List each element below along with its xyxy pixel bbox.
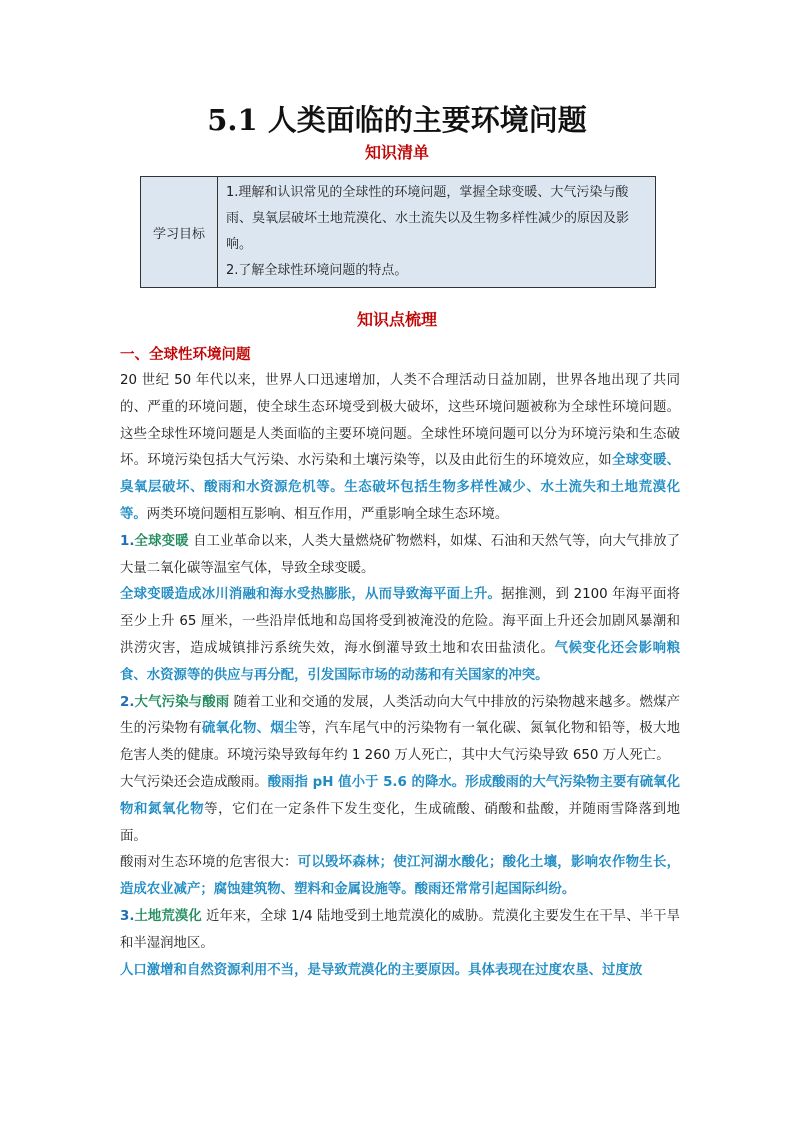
section-2-paragraph-3 [120,850,680,904]
section-1-highlight-2: 气候变化还会影响粮食、水资源等的供应与再分配，引发国际市场的动荡和有关国家的冲突。 [120,640,680,683]
section-1-text: 自工业革命以来，人类大量燃烧矿物燃料，如煤、石油和天然气等，向大气排放了大量二氧化碳等温室气体，导致全球变暖。 [120,533,680,576]
goals-label: 学习目标 [141,177,218,288]
intro-highlight-1: 全球变暖、臭氧层破坏、酸雨和水资源危机等。 [120,453,681,496]
section-3-text: 近年来，全球 1/4 陆地受到土地荒漠化的威胁。荒漠化主要发生在干旱、半干旱和半湿润地区。 [120,908,680,951]
section-2-text-3: 大气污染还会造成酸雨。 [120,774,268,790]
page-title: 5.1 人类面临的主要环境问题 [207,103,587,137]
section-2-term: 大气污染与酸雨 [134,694,230,710]
section-2-paragraph-2 [120,770,680,850]
page-subtitle: 知识清单 [364,143,429,162]
section-1-term: 全球变暖 [134,533,189,549]
intro-highlight-2: 生态破坏包括生物多样性减少、水土流失和土地荒漠化等。 [120,480,680,522]
heading-global-issues [120,343,251,364]
section-2-text: 随着工业和交通的发展，人类活动向大气中排放的污染物越来越多。燃煤产生的污染物有 [120,694,681,737]
section-1-text-2: 据推测，到 2100 年海平面将至少上升 65 厘米，一些沿岸低地和岛国将受到被淹没的危险。海平面上升还会加剧风暴潮和洪涝灾害，造成城镇排污系统失效，海水倒灌导致土地和农田盐渍化。 [120,587,681,656]
goals-line-1: 1.理解和认识常见的全球性的环境问题，掌握全球变暖、大气污染与酸雨、臭氧层破坏土地荒漠化、水土流失以及生物多样性减少的原因及影响。 [226,185,630,252]
intro-text-end: 两类环境问题相互影响、相互作用，严重影响全球生态环境。 [146,506,509,522]
section-3-number: 3. [120,908,135,924]
section-2-text-4: 等，它们在一定条件下发生变化，生成硫酸、硝酸和盐酸，并随雨雪降落到地面。 [120,801,680,844]
learning-goals-table [140,176,656,288]
goals-line-2: 2.了解全球性环境问题的特点。 [226,263,408,278]
body-content [120,368,680,984]
section-1-highlight: 全球变暖造成冰川消融和海水受热膨胀，从而导致海平面上升。 [120,587,502,603]
intro-paragraph [120,368,680,529]
section-3-term: 土地荒漠化 [134,908,202,924]
section-2-highlight-5: 可以毁坏森林；使江河湖水酸化；酸化土壤，影响农作物生长，造成农业减产；腐蚀建筑物、塑料和金属设施等。酸雨还常常引起国际纠纷。 [120,855,681,898]
section-2-paragraph [120,690,680,770]
section-3-paragraph-2 [120,958,680,985]
section-2-number: 2. [120,694,135,710]
heading-global-issues-text: 一、全球性环境问题 [120,347,251,363]
goals-body [218,177,656,288]
intro-text: 20 世纪 50 年代以来，世界人口迅速增加，人类不合理活动日益加剧，世界各地出现了共同的、严重的环境问题，使全球生态环境受到极大破坏，这些环境问题被称为全球性环境问题。这些全球性环境问题是人类面临的主要环境问题。全球性环境问题可以分为环境污染和生态破坏。环境污染包括大气污染、水污染和土壤污染等，以及由此衍生的环境效应，如 [120,373,680,469]
section-2-text-2: 等，汽车尾气中的污染物有一氧化碳、氮氧化物和铅等，极大地危害人类的健康。环境污染导致每年约 1 260 万人死亡，其中大气污染导致 650 万人死亡。 [120,721,681,764]
section-2-highlight-3: 酸雨指 pH 值小于 5.6 的降水。形成酸雨的大气污染物主要有硫氧化物和氮氧化物 [120,774,680,817]
section-1-number: 1. [120,533,135,549]
section-2-text-5: 酸雨对生态环境的危害很大： [120,855,298,871]
section-2-highlight: 硫氧化物、烟尘 [202,721,298,737]
section-1-paragraph [120,529,680,583]
section-heading: 知识点梳理 [356,310,437,329]
section-3-highlight: 人口激增和自然资源利用不当，是导致荒漠化的主要原因。具体表现在过度农垦、过度放 [120,962,643,978]
section-3-paragraph [120,904,680,958]
section-1-paragraph-2 [120,582,680,689]
